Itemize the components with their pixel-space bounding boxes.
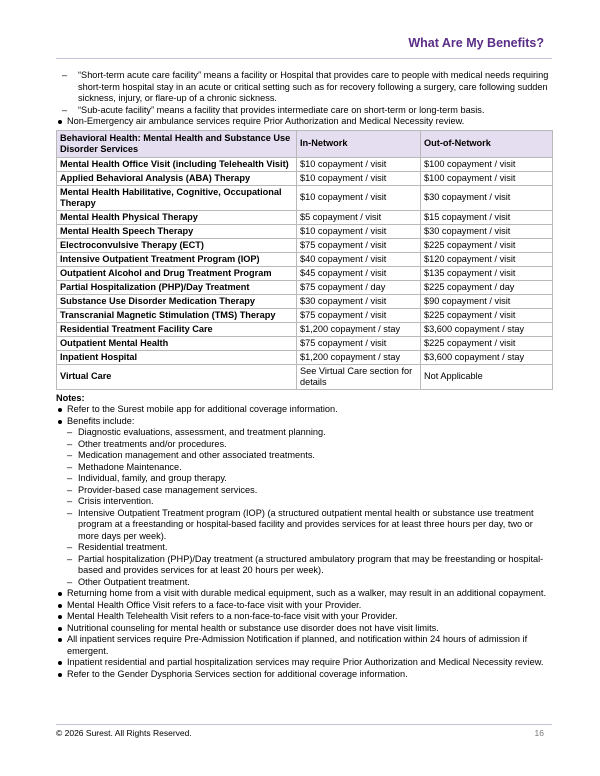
in-network-cell: $75 copayment / day — [297, 280, 421, 294]
page-content — [56, 70, 552, 680]
out-of-network-cell: $30 copayment / visit — [421, 185, 553, 210]
out-of-network-cell: $120 copayment / visit — [421, 252, 553, 266]
service-cell: Transcranial Magnetic Stimulation (TMS) Therapy — [57, 308, 297, 322]
table-row — [57, 280, 553, 294]
service-cell: Mental Health Habilitative, Cognitive, Occupational Therapy — [57, 185, 297, 210]
in-network-cell: $10 copayment / visit — [297, 171, 421, 185]
service-cell: Virtual Care — [57, 364, 297, 389]
table-row — [57, 294, 553, 308]
definition-item: – “Sub-acute facility” means a facility that provides intermediate care on short-term or long-term basis. — [56, 105, 552, 117]
service-cell: Outpatient Mental Health — [57, 336, 297, 350]
in-network-cell: $75 copayment / visit — [297, 238, 421, 252]
service-cell: Outpatient Alcohol and Drug Treatment Program — [57, 266, 297, 280]
definition-item: – “Short-term acute care facility” means a facility or Hospital that provides care to people with medical needs requiring short-term hospital stay in an acute or critical setting such as for recovery following a surgery, care following sudden sickness, injury, or flare-up of a chronic sickness. — [56, 70, 552, 105]
in-network-cell: $30 copayment / visit — [297, 294, 421, 308]
benefit-item: – Provider-based case management services. — [67, 485, 552, 497]
out-of-network-cell: $225 copayment / visit — [421, 308, 553, 322]
column-header-service: Behavioral Health: Mental Health and Substance Use Disorder Services — [57, 130, 297, 157]
out-of-network-cell: $100 copayment / visit — [421, 157, 553, 171]
notes-list — [56, 404, 552, 588]
table-row — [57, 322, 553, 336]
service-cell: Partial Hospitalization (PHP)/Day Treatment — [57, 280, 297, 294]
service-cell: Mental Health Office Visit (including Telehealth Visit) — [57, 157, 297, 171]
out-of-network-cell: $3,600 copayment / stay — [421, 322, 553, 336]
table-body — [57, 157, 553, 389]
footer-divider — [56, 724, 552, 725]
service-cell: Mental Health Physical Therapy — [57, 210, 297, 224]
benefit-item: – Medication management and other associated treatments. — [67, 450, 552, 462]
intro-bullet-list — [56, 116, 552, 128]
out-of-network-cell: $90 copayment / visit — [421, 294, 553, 308]
footer-copyright: © 2026 Surest. All Rights Reserved. — [56, 728, 192, 738]
in-network-cell: $10 copayment / visit — [297, 185, 421, 210]
table-row — [57, 238, 553, 252]
definition-list — [56, 70, 552, 116]
table-row — [57, 252, 553, 266]
note-item: Mental Health Telehealth Visit refers to a non-face-to-face visit with your Provider. — [56, 611, 552, 623]
table-row — [57, 350, 553, 364]
out-of-network-cell: $15 copayment / visit — [421, 210, 553, 224]
table-row — [57, 336, 553, 350]
benefit-item: – Residential treatment. — [67, 542, 552, 554]
service-cell: Inpatient Hospital — [57, 350, 297, 364]
column-header-in-network: In-Network — [297, 130, 421, 157]
note-item: Inpatient residential and partial hospitalization services may require Prior Authorization and Medical Necessity review. — [56, 657, 552, 669]
table-row — [57, 308, 553, 322]
notes-list-continued — [56, 588, 552, 680]
note-item: Refer to the Gender Dysphoria Services section for additional coverage information. — [56, 669, 552, 681]
out-of-network-cell: $225 copayment / day — [421, 280, 553, 294]
benefit-item: – Intensive Outpatient Treatment program (IOP) (a structured outpatient mental health or substance use treatment program at a freestanding or hospital-based facility and provides services for at least three hours per day, two or more days per week). — [67, 508, 552, 543]
in-network-cell: $45 copayment / visit — [297, 266, 421, 280]
intro-bullet: Non-Emergency air ambulance services require Prior Authorization and Medical Necessity review. — [56, 116, 552, 128]
benefit-item: – Other treatments and/or procedures. — [67, 439, 552, 451]
service-cell: Residential Treatment Facility Care — [57, 322, 297, 336]
benefits-sublist — [67, 427, 552, 588]
benefits-table — [56, 130, 553, 390]
service-cell: Mental Health Speech Therapy — [57, 224, 297, 238]
benefit-item: – Diagnostic evaluations, assessment, and treatment planning. — [67, 427, 552, 439]
page-number: 16 — [534, 728, 544, 738]
table-row — [57, 364, 553, 389]
benefit-item: – Other Outpatient treatment. — [67, 577, 552, 589]
benefit-item: – Crisis intervention. — [67, 496, 552, 508]
out-of-network-cell: $30 copayment / visit — [421, 224, 553, 238]
in-network-cell: $5 copayment / visit — [297, 210, 421, 224]
in-network-cell: See Virtual Care section for details — [297, 364, 421, 389]
in-network-cell: $75 copayment / visit — [297, 308, 421, 322]
out-of-network-cell: $225 copayment / visit — [421, 336, 553, 350]
note-item: Returning home from a visit with durable medical equipment, such as a walker, may result in an additional copayment. — [56, 588, 552, 600]
note-item-label: Benefits include: — [67, 415, 135, 426]
table-row — [57, 157, 553, 171]
notes-title: Notes: — [56, 392, 85, 403]
service-cell: Electroconvulsive Therapy (ECT) — [57, 238, 297, 252]
page-title: What Are My Benefits? — [408, 36, 544, 50]
in-network-cell: $1,200 copayment / stay — [297, 322, 421, 336]
in-network-cell: $75 copayment / visit — [297, 336, 421, 350]
out-of-network-cell: $225 copayment / visit — [421, 238, 553, 252]
note-item: Refer to the Surest mobile app for additional coverage information. — [56, 404, 552, 416]
benefit-item: – Individual, family, and group therapy. — [67, 473, 552, 485]
benefit-item: – Partial hospitalization (PHP)/Day treatment (a structured ambulatory program that may be freestanding or hospital-based and provides services for at least 20 hours per week). — [67, 554, 552, 577]
out-of-network-cell: Not Applicable — [421, 364, 553, 389]
service-cell: Intensive Outpatient Treatment Program (IOP) — [57, 252, 297, 266]
table-header-row — [57, 130, 553, 157]
in-network-cell: $40 copayment / visit — [297, 252, 421, 266]
table-row — [57, 171, 553, 185]
note-item: Mental Health Office Visit refers to a face-to-face visit with your Provider. — [56, 600, 552, 612]
out-of-network-cell: $3,600 copayment / stay — [421, 350, 553, 364]
table-row — [57, 266, 553, 280]
note-item: All inpatient services require Pre-Admission Notification if planned, and notification within 24 hours of admission if emergent. — [56, 634, 552, 657]
column-header-out-of-network: Out-of-Network — [421, 130, 553, 157]
table-row — [57, 185, 553, 210]
header-divider — [56, 58, 552, 59]
out-of-network-cell: $135 copayment / visit — [421, 266, 553, 280]
service-cell: Applied Behavioral Analysis (ABA) Therapy — [57, 171, 297, 185]
in-network-cell: $10 copayment / visit — [297, 224, 421, 238]
table-row — [57, 224, 553, 238]
in-network-cell: $10 copayment / visit — [297, 157, 421, 171]
service-cell: Substance Use Disorder Medication Therapy — [57, 294, 297, 308]
note-item — [56, 416, 552, 589]
out-of-network-cell: $100 copayment / visit — [421, 171, 553, 185]
benefit-item: – Methadone Maintenance. — [67, 462, 552, 474]
in-network-cell: $1,200 copayment / stay — [297, 350, 421, 364]
table-row — [57, 210, 553, 224]
note-item: Nutritional counseling for mental health or substance use disorder does not have visit limits. — [56, 623, 552, 635]
